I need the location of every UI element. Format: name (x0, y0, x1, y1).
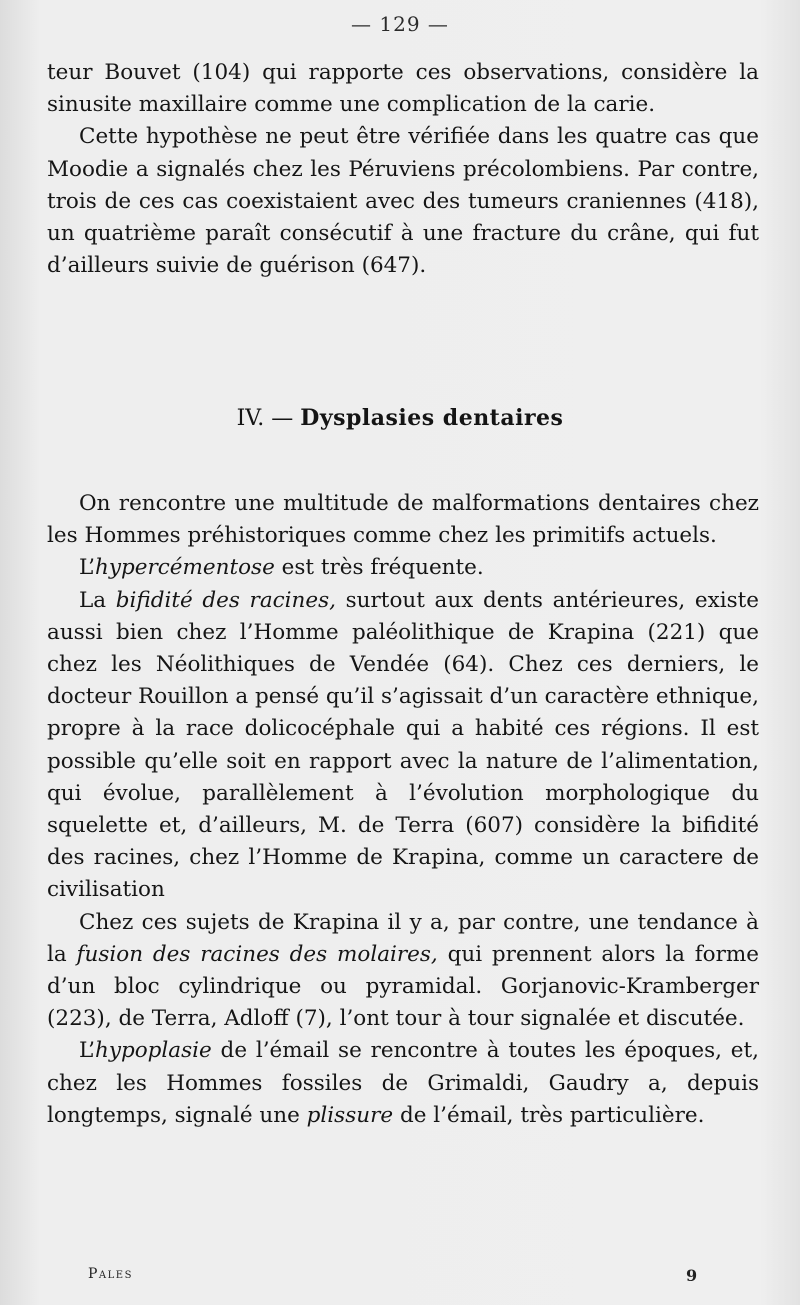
text-run: est très fréquente. (274, 555, 484, 581)
section-title: Dysplasies dentaires (300, 405, 564, 431)
term-plissure: plissure (306, 1102, 394, 1128)
term-hypoplasie: hypoplasie (94, 1038, 212, 1064)
paragraph-fusion (47, 907, 759, 1036)
text-run: de l’émail, très particulière. (393, 1102, 705, 1128)
footer-gathering-number: 9 (686, 1266, 698, 1285)
term-bifidite: bifidité des racines, (115, 587, 336, 613)
page-number: — 129 — (351, 12, 449, 36)
text-run: La (79, 587, 116, 613)
paragraph-hypercementose (47, 552, 759, 584)
paragraph-malformations: On rencontre une multitude de malformations dentaires chez les Hommes préhistoriques comme chez les primitifs actuels. (47, 491, 759, 549)
text-run: qui prennent alors la forme d’un bloc cylindrique ou pyramidal. Gorjanovic-Kramberger (223), de Terra, Adloff (7), l’ont tour à tour signalée et discutée. (47, 941, 760, 1032)
text-block-section (47, 488, 759, 1132)
text-run: de l’émail se rencontre à toutes les époques, et, chez les Hommes fossiles de Grimaldi, Gaudry a, depuis longtemps, signalé une (47, 1038, 759, 1128)
paragraph-continuation: teur Bouvet (104) qui rapporte ces observations, considère la sinusite maxillaire comme une complication de la carie. (47, 60, 759, 118)
section-heading (0, 402, 800, 435)
text-block-top (47, 57, 759, 282)
text-run: L’ (79, 555, 95, 581)
section-numeral: IV. — (236, 406, 301, 431)
paragraph-hypoplasie (47, 1035, 759, 1132)
paragraph-bifidite (47, 585, 759, 907)
text-run: L’ (79, 1038, 95, 1064)
term-hypercementose: hypercémentose (94, 555, 275, 581)
text-run: surtout aux dents antérieures, existe aussi bien chez l’Homme paléolithique de Krapina (221) que chez les Néolithiques de Vendée (64). Chez ces derniers, le docteur Rouillon a pensé qu’il s’agissait d’un caractère ethnique, propre à la race dolicocéphale qui a habité ces régions. Il est possible qu’elle soit en rapport avec la nature de l’alimentation, qui évolue, parallèlement à l’évolution morphologique du squelette et, d’ailleurs, M. de Terra (607) considère la bifidité des racines, chez l’Homme de Krapina, comme un caractere de civilisation (47, 587, 759, 903)
footer-signature: Pales (88, 1266, 133, 1282)
term-fusion: fusion des racines des molaires, (76, 941, 438, 967)
paragraph-moodie: Cette hypothèse ne peut être vérifiée dans les quatre cas que Moodie a signalés chez les Péruviens précolombiens. Par contre, trois de ces cas coexistaient avec des tumeurs craniennes (418), un quatrième paraît consécutif à une fracture du crâne, qui fut d’ailleurs suivie de guérison (647). (47, 124, 759, 279)
text-run: Chez ces sujets de Krapina il y a, par contre, une tendance à la (47, 909, 759, 967)
